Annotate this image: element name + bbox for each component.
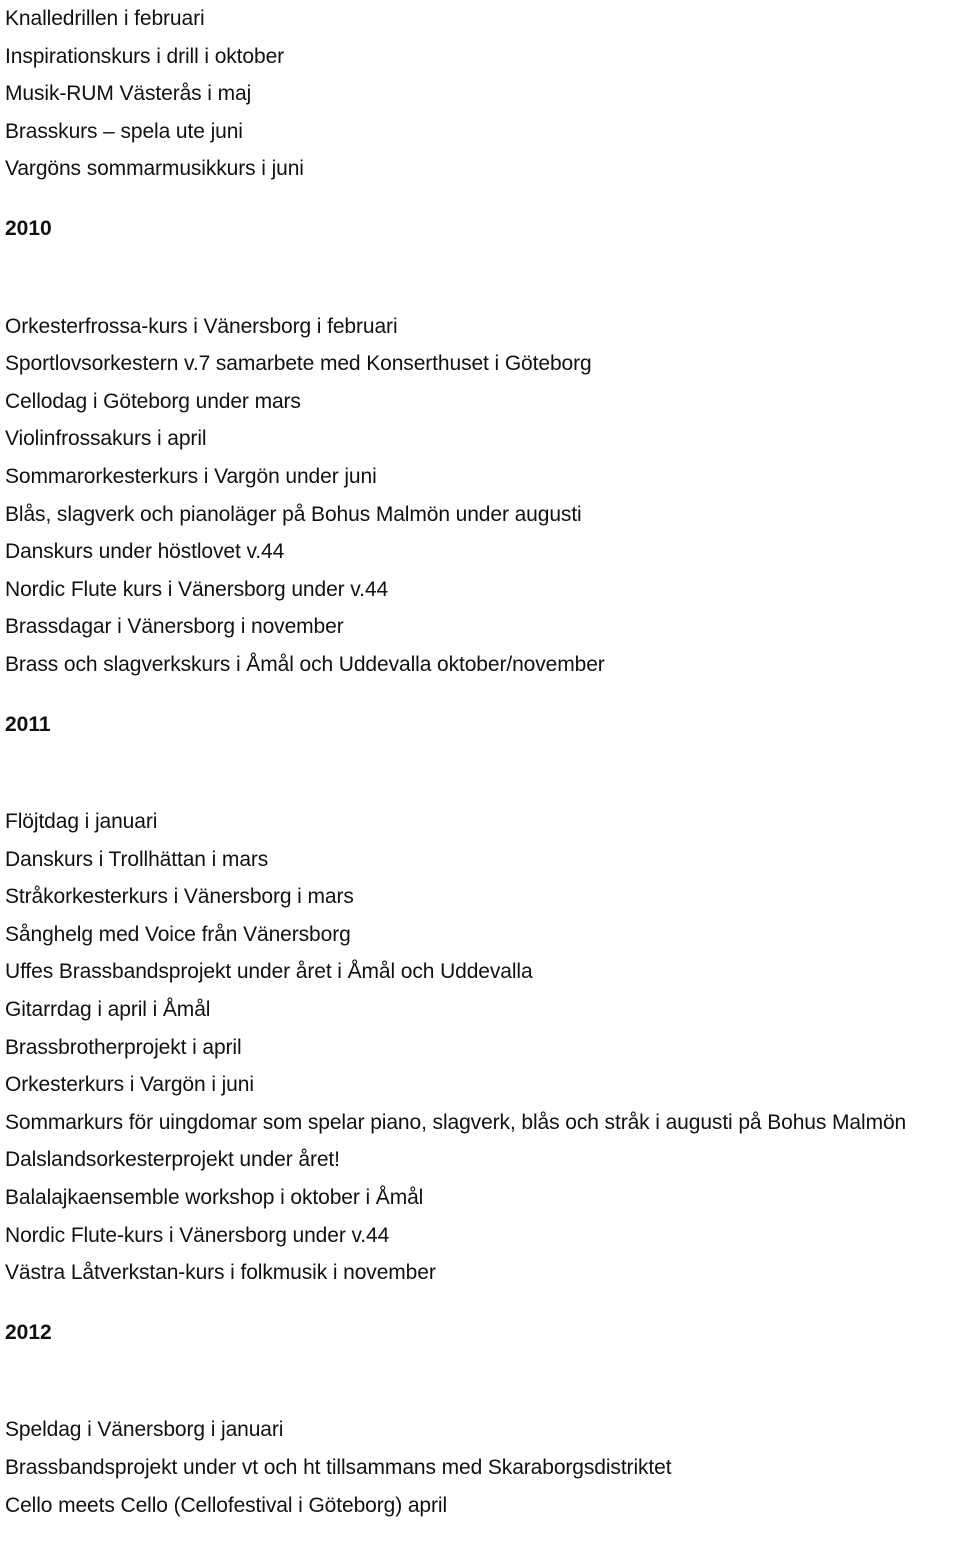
- list-item: Violinfrossakurs i april: [5, 427, 207, 451]
- list-item: Orkesterkurs i Vargön i juni: [5, 1073, 254, 1097]
- list-item: Knalledrillen i februari: [5, 7, 205, 30]
- section-2010: [5, 210, 957, 684]
- list-item: Inspirationskurs i drill i oktober: [5, 44, 285, 68]
- intro-list: [5, 0, 957, 188]
- list-item: Sommarorkesterkurs i Vargön under juni: [5, 464, 377, 488]
- list-item: Dalslandsorkesterprojekt under året!: [5, 1148, 340, 1172]
- list-item: Speldag i Vänersborg i januari: [5, 1418, 284, 1442]
- list-item: Flöjtdag i januari: [5, 810, 158, 834]
- list-item: Gitarrdag i april i Åmål: [5, 998, 211, 1022]
- year-heading: 2012: [5, 1320, 52, 1344]
- spacer: [5, 684, 957, 706]
- list-item: Sportlovsorkestern v.7 samarbete med Konserthuset i Göteborg: [5, 352, 592, 376]
- list-item: Nordic Flute kurs i Vänersborg under v.44: [5, 577, 389, 601]
- spacer: [5, 248, 957, 308]
- spacer: [5, 188, 957, 210]
- list-item: Cellodag i Göteborg under mars: [5, 389, 301, 413]
- list-item: Brassbrotherprojekt i april: [5, 1035, 242, 1059]
- spacer: [5, 1292, 957, 1314]
- list-item: Stråkorkesterkurs i Vänersborg i mars: [5, 885, 354, 909]
- section-2012: [5, 1314, 957, 1524]
- list-item: Vargöns sommarmusikkurs i juni: [5, 157, 304, 181]
- list-item: Orkesterfrossa-kurs i Vänersborg i februari: [5, 314, 398, 338]
- section-2011: [5, 706, 957, 1292]
- spacer: [5, 743, 957, 803]
- list-item: Brassbandsprojekt under vt och ht tillsammans med Skaraborgsdistriktet: [5, 1456, 672, 1479]
- list-item: Brasskurs – spela ute juni: [5, 119, 243, 143]
- list-item: Danskurs under höstlovet v.44: [5, 540, 285, 564]
- year-heading: 2011: [5, 712, 51, 736]
- list-item: Sommarkurs för uingdomar som spelar piano, slagverk, blås och stråk i augusti på Bohus Malmön: [5, 1110, 907, 1134]
- list-item: Balalajkaensemble workshop i oktober i Åmål: [5, 1186, 424, 1210]
- list-item: Brassdagar i Vänersborg i november: [5, 615, 344, 639]
- list-item: Sånghelg med Voice från Vänersborg: [5, 922, 351, 946]
- spacer: [5, 1351, 957, 1411]
- list-item: Blås, slagverk och pianoläger på Bohus Malmön under augusti: [5, 502, 582, 526]
- list-item: Danskurs i Trollhättan i mars: [5, 847, 269, 871]
- list-item: Nordic Flute-kurs i Vänersborg under v.44: [5, 1223, 390, 1247]
- list-item: Uffes Brassbandsprojekt under året i Åmål och Uddevalla: [5, 960, 533, 984]
- list-item: Brass och slagverkskurs i Åmål och Uddevalla oktober/november: [5, 652, 605, 676]
- list-item: Cello meets Cello (Cellofestival i Göteborg) april: [5, 1493, 448, 1517]
- document-page: [5, 0, 957, 1524]
- list-item: Musik-RUM Västerås i maj: [5, 82, 252, 106]
- year-heading: 2010: [5, 216, 52, 240]
- list-item: Västra Låtverkstan-kurs i folkmusik i november: [5, 1261, 436, 1285]
